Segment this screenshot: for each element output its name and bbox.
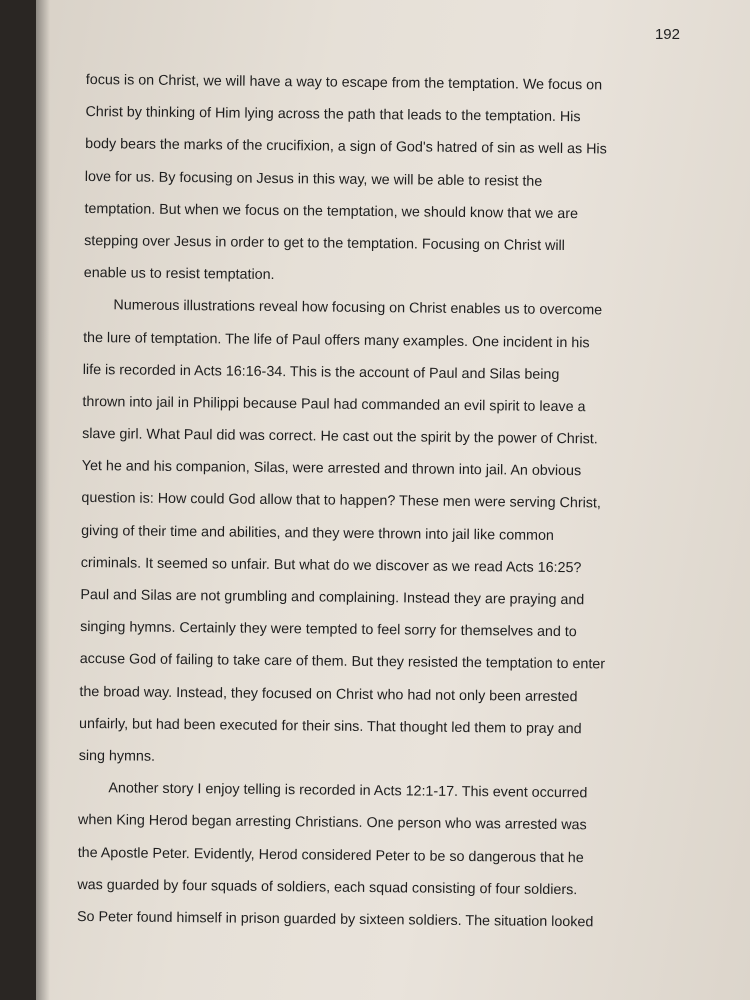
text-line: Christ by thinking of Him lying across the path that leads to the temptation. His: [85, 104, 581, 126]
text-line: the Apostle Peter. Evidently, Herod considered Peter to be so dangerous that he: [77, 844, 584, 866]
text-line: stepping over Jesus in order to get to the temptation. Focusing on Christ will: [84, 232, 566, 254]
text-line: love for us. By focusing on Jesus in this way, we will be able to resist the: [84, 168, 543, 190]
binding-shadow: [36, 0, 50, 1000]
text-line: sing hymns.: [78, 747, 156, 765]
text-line: question is: How could God allow that to happen? These men were serving Christ,: [81, 490, 601, 512]
text-line: unfairly, but had been executed for their sins. That thought led them to pray and: [79, 715, 582, 737]
text-line: Yet he and his companion, Silas, were arrested and thrown into jail. An obvious: [81, 458, 582, 480]
text-line: Another story I enjoy telling is recorded in Acts 12:1-17. This event occurred: [108, 780, 588, 802]
text-line: life is recorded in Acts 16:16-34. This is the account of Paul and Silas being: [82, 361, 560, 383]
text-line: singing hymns. Certainly they were tempted to feel sorry for themselves and to: [80, 619, 577, 641]
text-line: giving of their time and abilities, and they were thrown into jail like common: [81, 522, 554, 544]
page-number: 192: [654, 26, 680, 43]
text-line: enable us to resist temptation.: [83, 265, 275, 284]
text-line: thrown into jail in Philippi because Paul had commanded an evil spirit to leave a: [82, 393, 586, 416]
text-line: criminals. It seemed so unfair. But what do we discover as we read Acts 16:25?: [80, 554, 582, 577]
text-line: body bears the marks of the crucifixion, a sign of God's hatred of sin as well as His: [85, 136, 607, 158]
body-text: [77, 64, 686, 939]
book-page: [36, 0, 750, 1000]
text-line: Numerous illustrations reveal how focusing on Christ enables us to overcome: [113, 297, 603, 319]
text-line: slave girl. What Paul did was correct. He cast out the spirit by the power of Christ.: [82, 426, 598, 448]
text-line: accuse God of failing to take care of them. But they resisted the temptation to enter: [79, 651, 606, 673]
text-line: focus is on Christ, we will have a way to escape from the temptation. We focus on: [85, 71, 603, 94]
text-line: was guarded by four squads of soldiers, each squad consisting of four soldiers.: [77, 876, 578, 898]
text-line: So Peter found himself in prison guarded by sixteen soldiers. The situation looked: [76, 908, 594, 931]
text-line: Paul and Silas are not grumbling and complaining. Instead they are praying and: [80, 586, 585, 609]
text-line: temptation. But when we focus on the temptation, we should know that we are: [84, 200, 579, 222]
text-line: the broad way. Instead, they focused on Christ who had not only been arrested: [79, 683, 578, 705]
text-line: the lure of temptation. The life of Paul offers many examples. One incident in his: [83, 329, 590, 351]
text-line: when King Herod began arresting Christians. One person who was arrested was: [77, 812, 587, 834]
